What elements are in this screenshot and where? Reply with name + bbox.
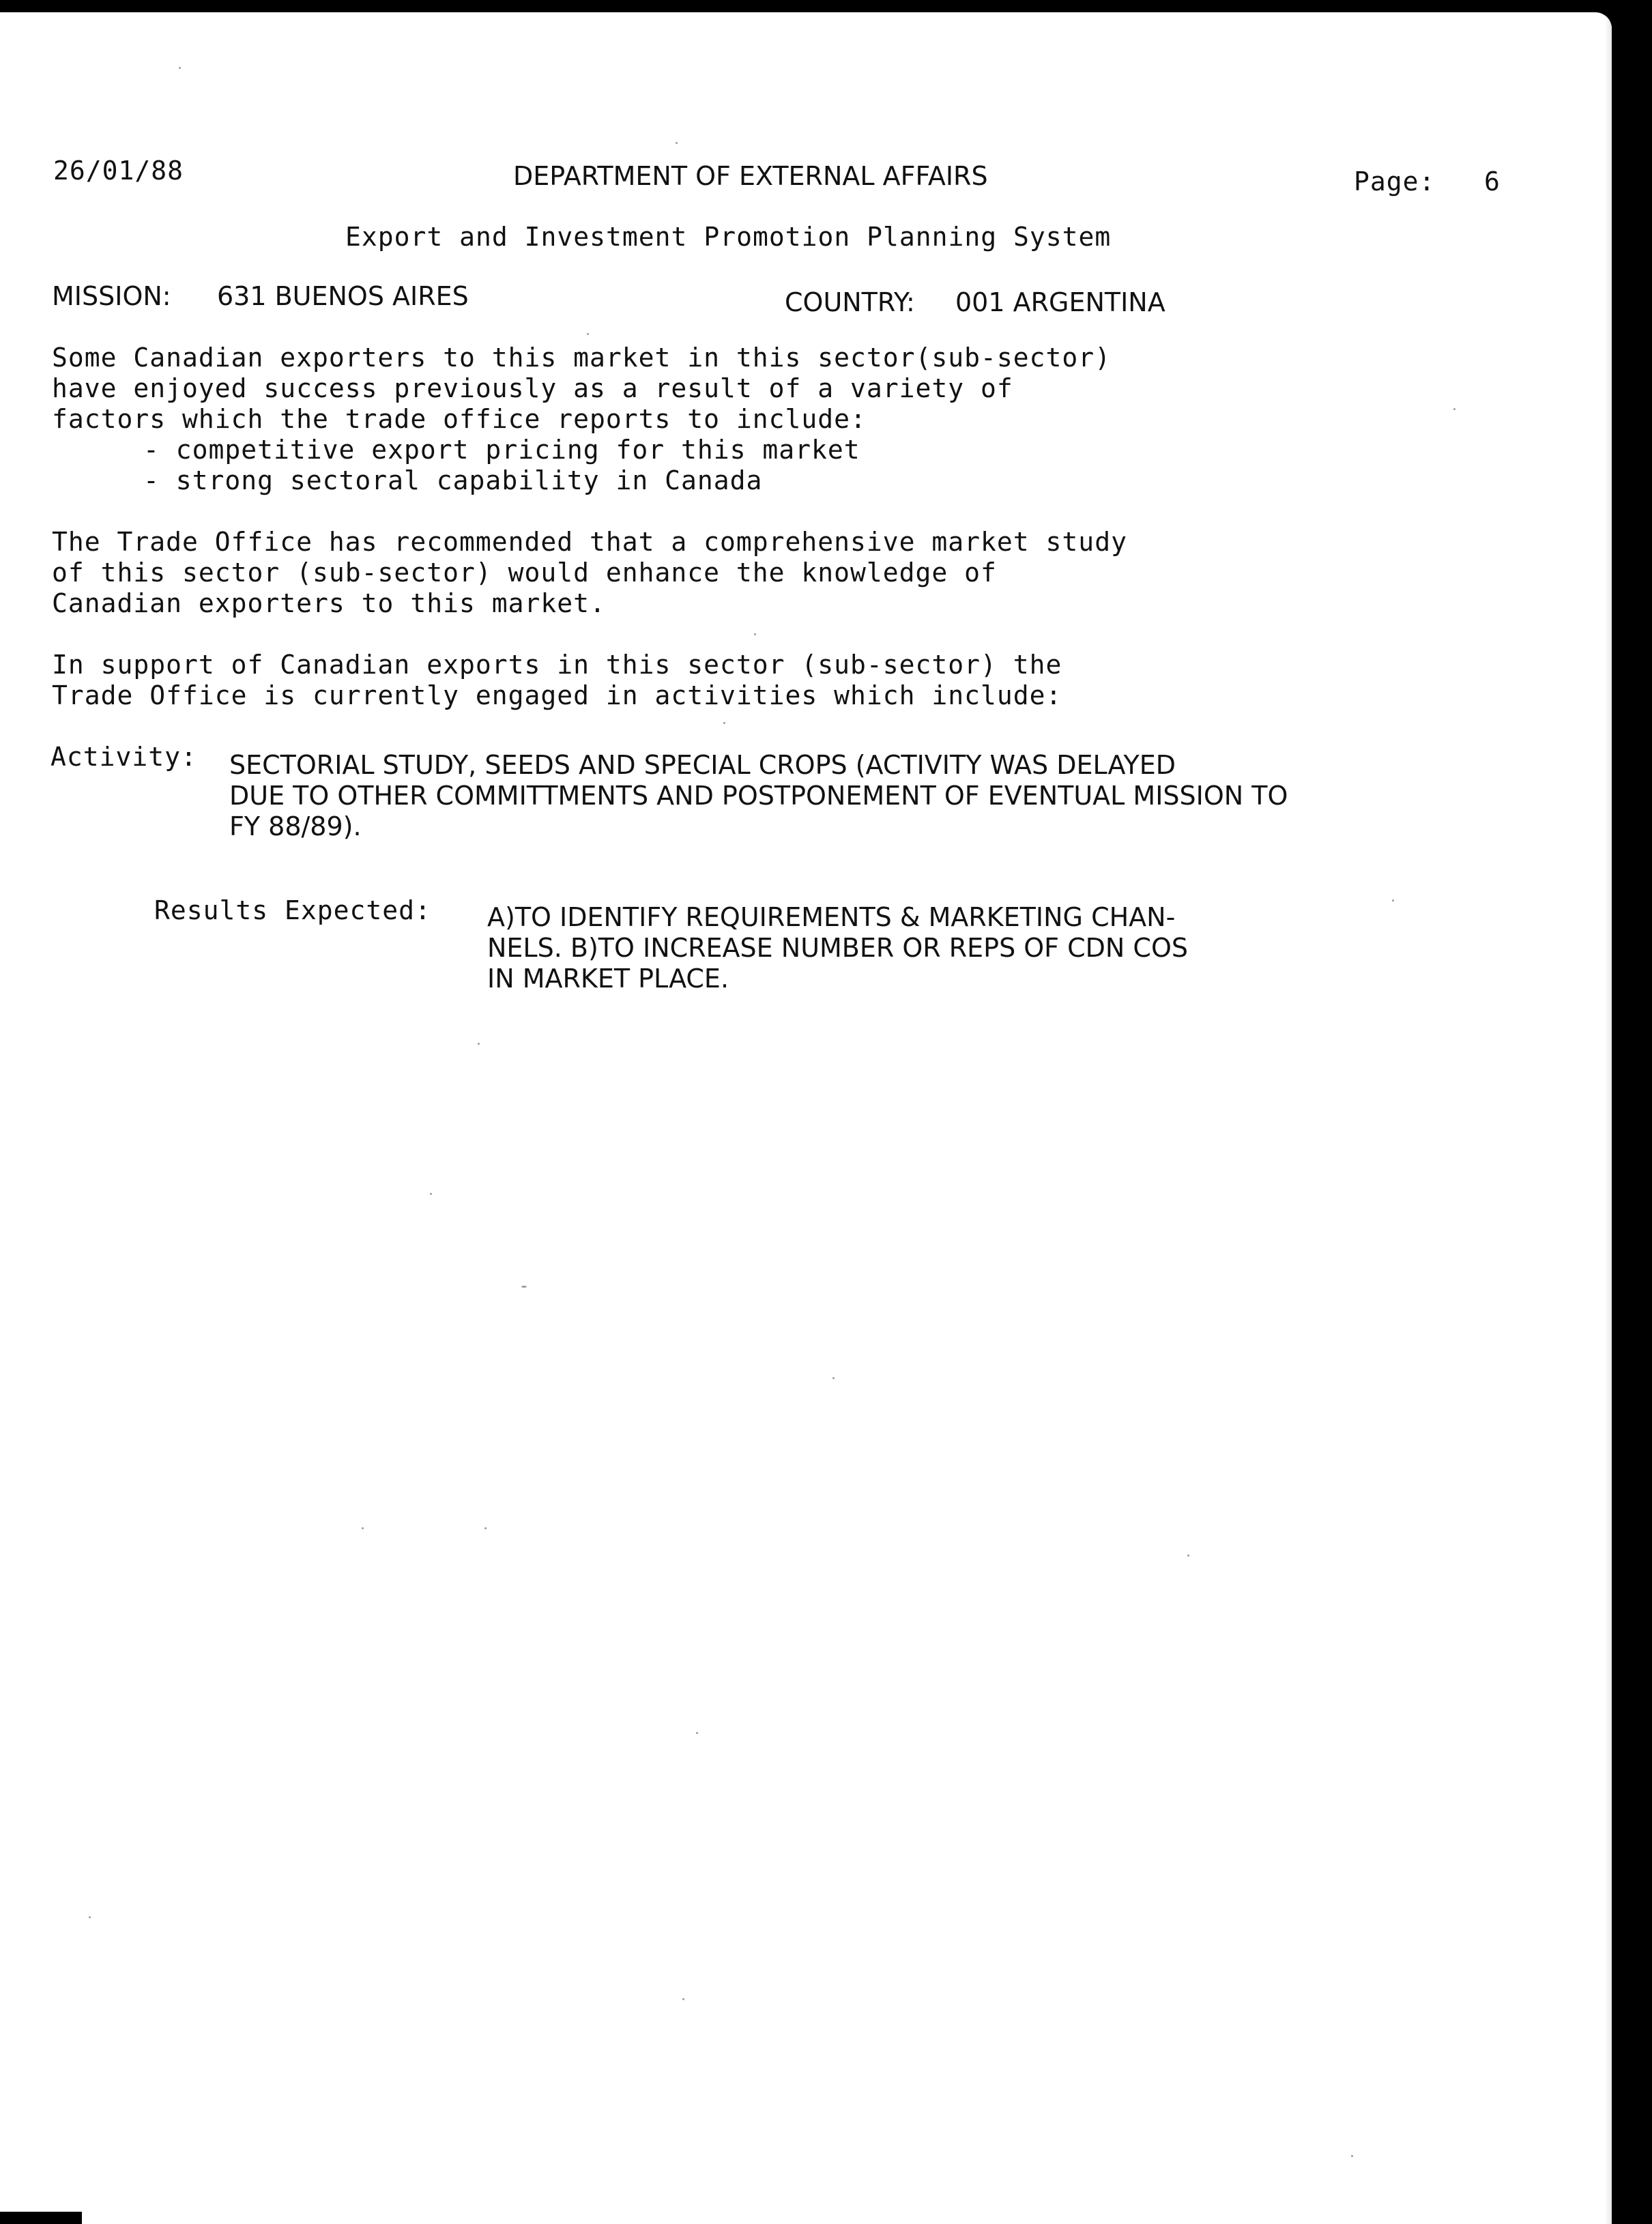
- results-description: [487, 902, 1188, 994]
- paragraph-line: of this sector (sub-sector) would enhance the knowledge of: [52, 558, 997, 588]
- country-value: 001 ARGENTINA: [955, 287, 1165, 317]
- paragraph-line: In support of Canadian exports in this sector (sub-sector) the: [52, 650, 1062, 680]
- paragraph-line: have enjoyed success previously as a result of a variety of: [52, 373, 1013, 403]
- mission-label: MISSION:: [52, 281, 171, 311]
- paragraph-line: Trade Office is currently engaged in activities which include:: [52, 680, 1062, 710]
- department-name: DEPARTMENT OF EXTERNAL AFFAIRS: [513, 161, 988, 191]
- paragraph-line: Some Canadian exporters to this market in this sector(sub-sector): [52, 343, 1112, 373]
- page-label: Page:: [1354, 167, 1436, 197]
- scan-speck: [1187, 1555, 1189, 1557]
- scan-edge-shadow: [1605, 12, 1612, 2224]
- scan-speck: [832, 1377, 835, 1379]
- document-page: [0, 12, 1612, 2224]
- activity-line: SECTORIAL STUDY, SEEDS AND SPECIAL CROPS (ACTIVITY WAS DELAYED: [229, 750, 1176, 780]
- support-paragraph: [52, 650, 1062, 711]
- page-number: 6: [1484, 167, 1501, 197]
- scan-speck: [179, 67, 181, 69]
- scan-speck: [696, 1732, 698, 1734]
- scan-speck: [676, 142, 678, 144]
- scan-speck: [430, 1193, 432, 1195]
- scan-speck: [521, 1286, 527, 1288]
- scan-speck: [1392, 899, 1394, 901]
- activity-label: Activity:: [50, 742, 197, 772]
- scan-speck: [478, 1043, 480, 1045]
- recommendation-paragraph: [52, 527, 1127, 619]
- scan-speck: [754, 633, 756, 635]
- scan-speck: [89, 1916, 91, 1918]
- activity-line: DUE TO OTHER COMMITTMENTS AND POSTPONEMENT OF EVENTUAL MISSION TO: [229, 781, 1288, 811]
- scan-speck: [682, 1998, 684, 2000]
- scan-speck: [362, 1527, 364, 1529]
- system-title: Export and Investment Promotion Planning System: [345, 222, 1112, 252]
- scan-speck: [587, 333, 589, 335]
- scan-speck: [723, 722, 725, 724]
- list-item: - competitive export pricing for this market: [143, 435, 860, 465]
- success-factors-list: [143, 435, 860, 496]
- success-paragraph: [52, 343, 1111, 435]
- mission-value: 631 BUENOS AIRES: [217, 281, 469, 311]
- paragraph-line: Canadian exporters to this market.: [52, 588, 606, 618]
- scan-speck: [1351, 2155, 1353, 2157]
- list-item: - strong sectoral capability in Canada: [143, 465, 763, 495]
- report-date: 26/01/88: [53, 156, 184, 186]
- results-line: NELS. B)TO INCREASE NUMBER OR REPS OF CDN COS: [487, 933, 1188, 963]
- paragraph-line: factors which the trade office reports to include:: [52, 404, 867, 434]
- scan-corner-shadow: [0, 2212, 82, 2224]
- activity-line: FY 88/89).: [229, 811, 362, 841]
- results-line: A)TO IDENTIFY REQUIREMENTS & MARKETING CHAN-: [487, 902, 1176, 932]
- scan-speck: [1453, 408, 1455, 410]
- results-label: Results Expected:: [154, 895, 431, 925]
- paragraph-line: The Trade Office has recommended that a comprehensive market study: [52, 527, 1127, 557]
- activity-description: [229, 750, 1288, 842]
- country-label: COUNTRY:: [785, 287, 915, 317]
- scan-speck: [484, 1527, 487, 1529]
- results-line: IN MARKET PLACE.: [487, 964, 729, 994]
